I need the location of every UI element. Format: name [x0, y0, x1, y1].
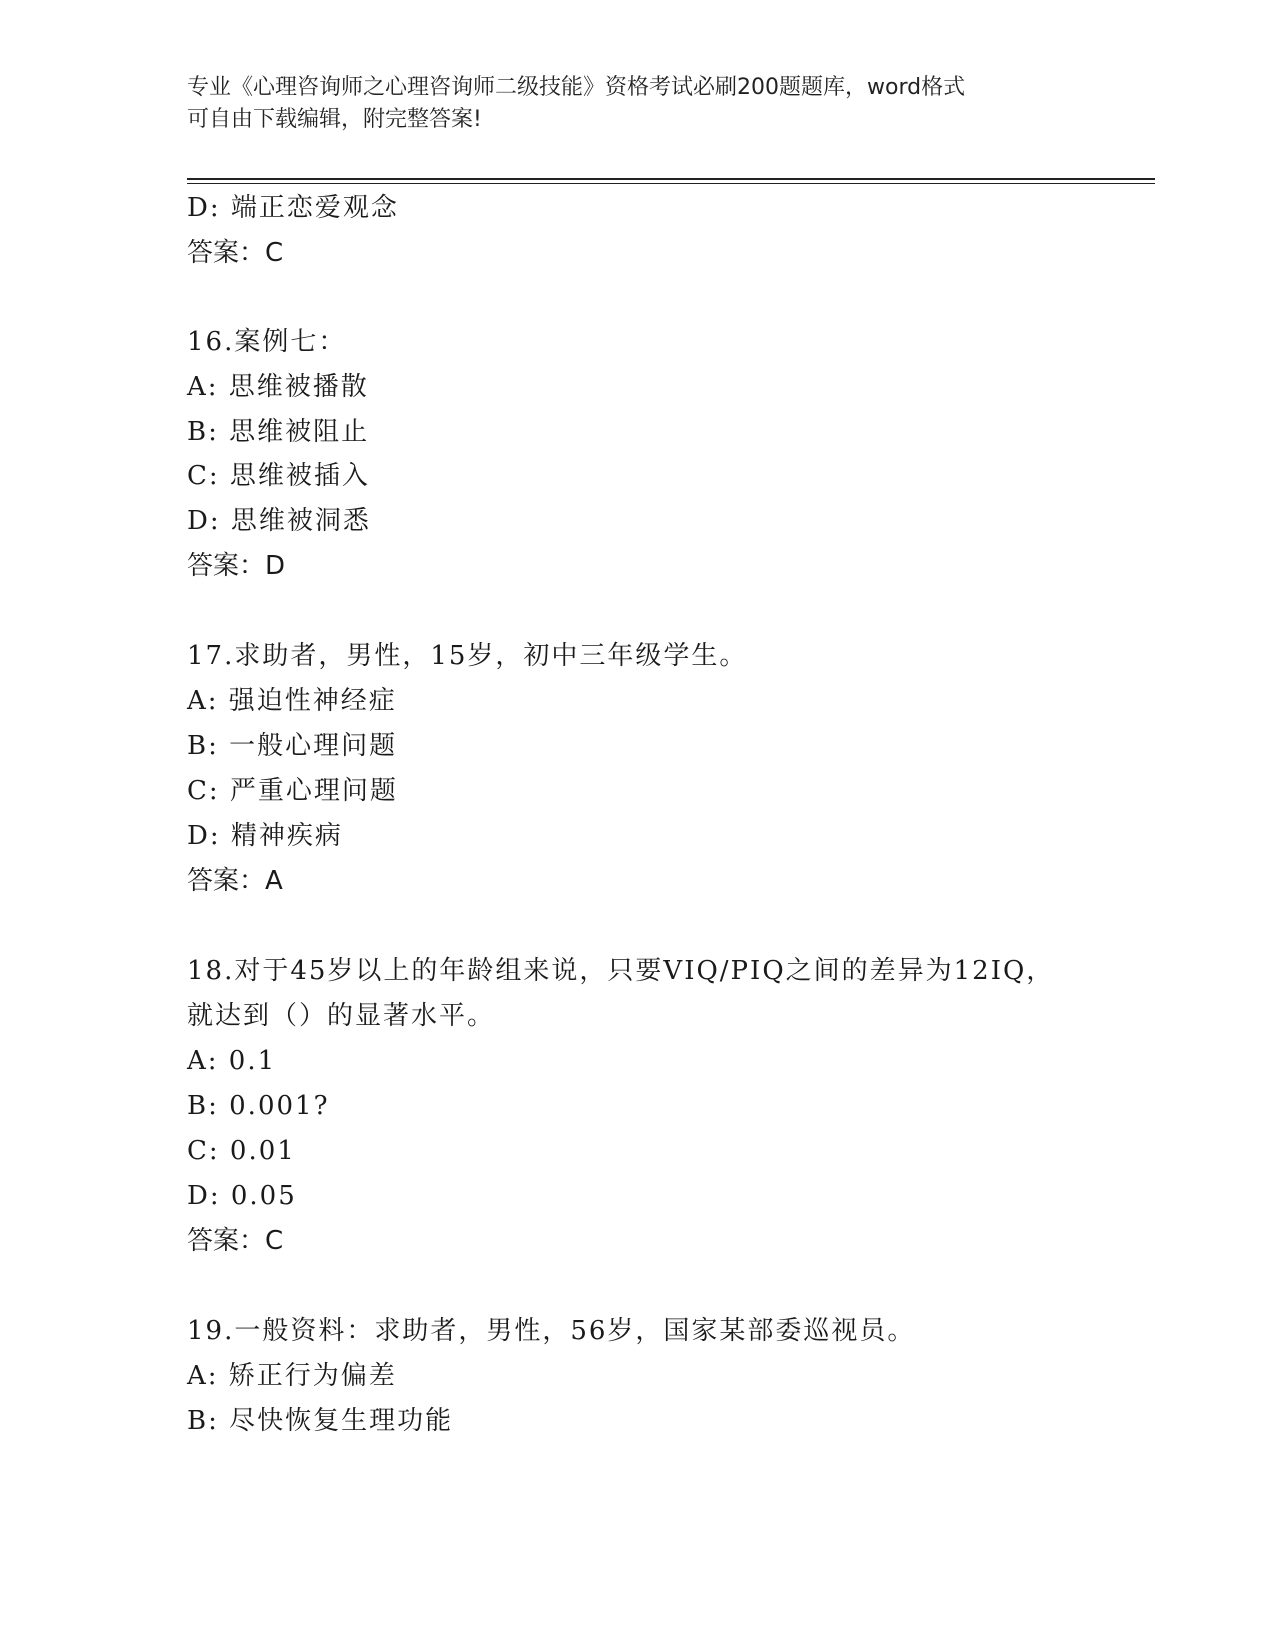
option-d: D: 思维被洞悉: [187, 506, 371, 536]
option-a: A: 矫正行为偏差: [187, 1361, 397, 1391]
option-b: B: 尽快恢复生理功能: [187, 1406, 454, 1436]
answer-line: 答案：C: [187, 238, 284, 268]
question-title: 17.求助者，男性，15岁，初中三年级学生。: [187, 641, 748, 671]
option-c: C: 思维被插入: [187, 461, 370, 491]
option-d: D: 端正恋爱观念: [187, 193, 399, 223]
option-a: A: 强迫性神经症: [187, 686, 397, 716]
option-b: B: 思维被阻止: [187, 417, 370, 447]
header-line-2: 可自由下载编辑，附完整答案!: [187, 107, 482, 132]
option-c: C: 0.01: [187, 1136, 296, 1166]
question-title: 16.案例七：: [187, 327, 347, 357]
option-d: D: 0.05: [187, 1181, 297, 1211]
option-b: B: 一般心理问题: [187, 731, 398, 761]
page-header: [187, 72, 1067, 136]
option-a: A: 思维被播散: [187, 372, 369, 402]
answer-line: 答案：D: [187, 551, 286, 581]
header-rule-thick: [187, 178, 1155, 180]
header-rule-thin: [187, 183, 1155, 184]
header-line-1: 专业《心理咨询师之心理咨询师二级技能》资格考试必刷200题题库，word格式: [187, 75, 966, 100]
question-title-continued: 就达到（）的显著水平。: [187, 1001, 496, 1031]
option-b: B: 0.001?: [187, 1091, 330, 1121]
question-title: 18.对于45岁以上的年龄组来说，只要VIQ/PIQ之间的差异为12IQ，: [187, 956, 1055, 986]
question-title: 19.一般资料：求助者，男性，56岁，国家某部委巡视员。: [187, 1316, 916, 1346]
answer-line: 答案：A: [187, 866, 283, 896]
answer-line: 答案：C: [187, 1226, 284, 1256]
option-d: D: 精神疾病: [187, 821, 343, 851]
option-a: A: 0.1: [187, 1046, 277, 1076]
option-c: C: 严重心理问题: [187, 776, 398, 806]
